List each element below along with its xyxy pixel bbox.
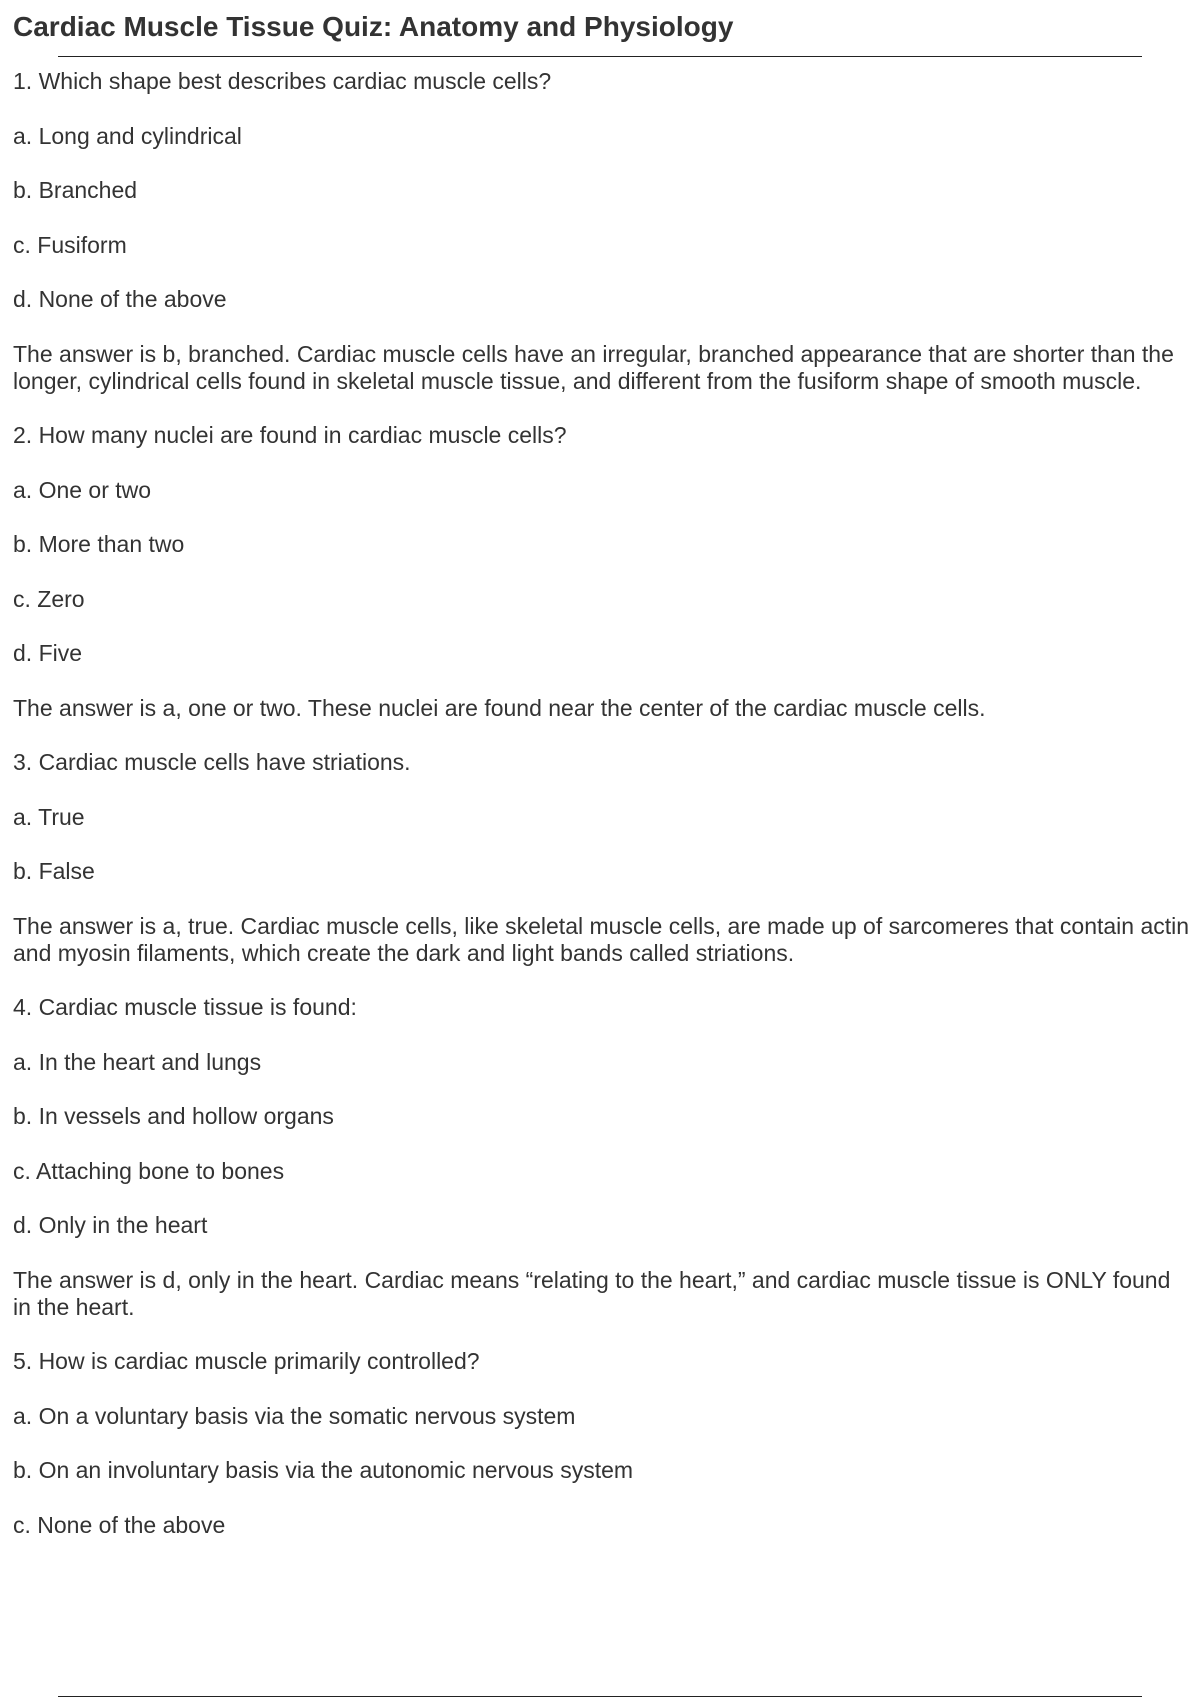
q4-option-b: b. In vessels and hollow organs [13, 1103, 334, 1129]
q5-option-a: a. On a voluntary basis via the somatic nervous system [13, 1402, 576, 1429]
q1-option-d: d. None of the above [13, 286, 227, 312]
document-page [13, 0, 1193, 44]
q4-option-a: a. In the heart and lungs [13, 1048, 262, 1075]
page-title: Cardiac Muscle Tissue Quiz: Anatomy and Physiology [13, 11, 734, 42]
q1-option-b: b. Branched [13, 177, 138, 203]
question-3: 3. Cardiac muscle cells have striations. [13, 749, 411, 775]
q3-option-a: a. True [13, 803, 85, 830]
q5-option-b: b. On an involuntary basis via the autonomic nervous system [13, 1457, 634, 1483]
q2-option-d: d. Five [13, 640, 83, 666]
q2-option-a: a. One or two [13, 476, 152, 503]
top-divider [58, 56, 1142, 57]
q1-option-a: a. Long and cylindrical [13, 122, 242, 149]
q2-option-b: b. More than two [13, 531, 185, 557]
q1-option-c: c. Fusiform [13, 231, 127, 258]
q4-answer: The answer is d, only in the heart. Cardiac means “relating to the heart,” and cardiac muscle tissue is ONLY found in the heart. [13, 1266, 1171, 1320]
question-2: 2. How many nuclei are found in cardiac muscle cells? [13, 422, 567, 448]
q3-option-b: b. False [13, 858, 95, 884]
q4-option-d: d. Only in the heart [13, 1212, 208, 1238]
q2-answer: The answer is a, one or two. These nuclei are found near the center of the cardiac muscle cells. [13, 694, 986, 721]
q3-answer: The answer is a, true. Cardiac muscle cells, like skeletal muscle cells, are made up of sarcomeres that contain actin and myosin filaments, which create the dark and light bands called striations. [13, 912, 1190, 966]
question-5: 5. How is cardiac muscle primarily controlled? [13, 1348, 480, 1374]
q1-answer: The answer is b, branched. Cardiac muscle cells have an irregular, branched appearance that are shorter than the longer, cylindrical cells found in skeletal muscle tissue, and different from the fusiform shape of smooth muscle. [13, 340, 1174, 394]
quiz-content [13, 68, 1193, 1566]
bottom-divider [58, 1696, 1142, 1697]
q4-option-c: c. Attaching bone to bones [13, 1157, 285, 1184]
question-4: 4. Cardiac muscle tissue is found: [13, 994, 357, 1020]
q5-option-c: c. None of the above [13, 1511, 226, 1538]
q2-option-c: c. Zero [13, 585, 85, 612]
question-1: 1. Which shape best describes cardiac muscle cells? [13, 68, 552, 94]
